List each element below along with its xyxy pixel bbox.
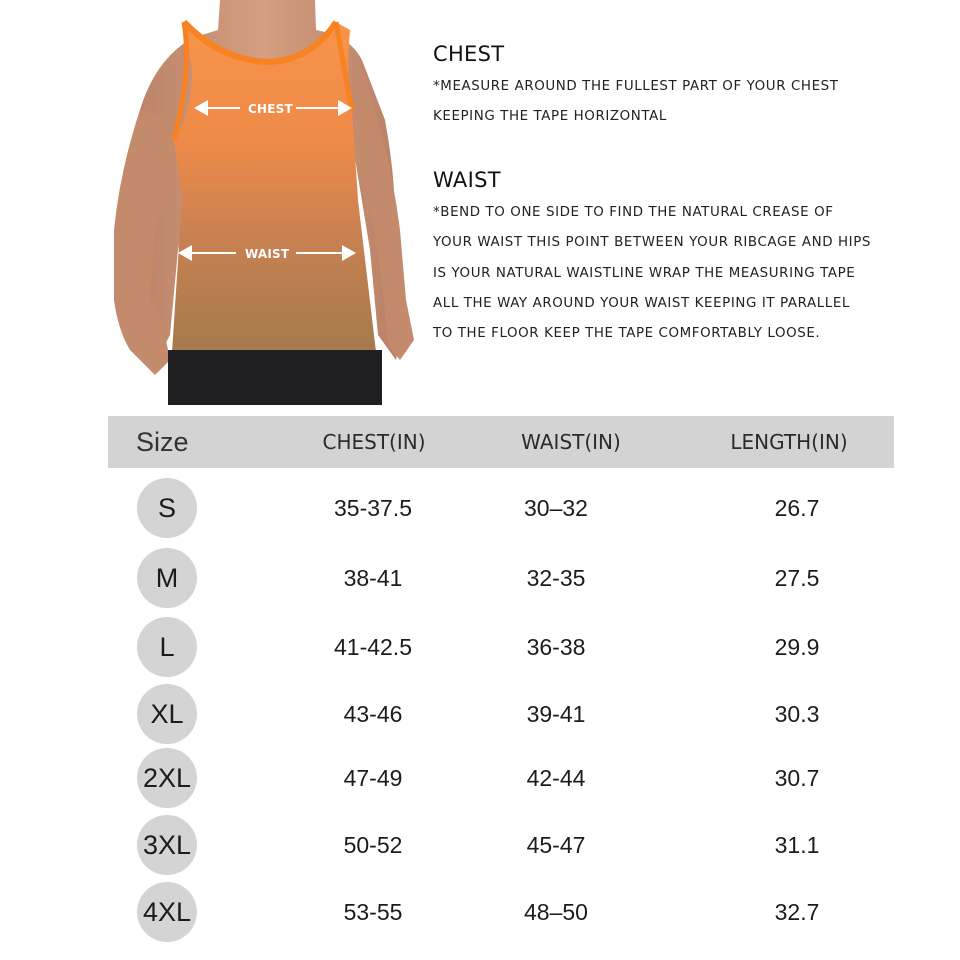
waist-guide-line: TO THE FLOOR KEEP THE TAPE COMFORTABLY LOOSE.	[433, 326, 821, 342]
length-value: 29.9	[774, 634, 820, 660]
table-row	[0, 617, 960, 681]
length-value: 27.5	[774, 565, 820, 591]
waist-value: 42-44	[526, 765, 586, 791]
waist-value: 30–32	[524, 495, 588, 521]
chest-value: 38-41	[343, 565, 403, 591]
size-badge: S	[137, 478, 197, 538]
table-row	[0, 684, 960, 748]
length-value: 31.1	[774, 832, 820, 858]
waist-guide-line: YOUR WAIST THIS POINT BETWEEN YOUR RIBCAGE AND HIPS	[433, 235, 871, 251]
header-size: Size	[136, 427, 189, 457]
length-value: 26.7	[774, 495, 820, 521]
waist-value: 48–50	[524, 899, 588, 925]
table-row	[0, 478, 960, 542]
size-badge: M	[137, 548, 197, 608]
chest-guide	[433, 42, 913, 133]
waist-tape-label: WAIST	[245, 247, 290, 261]
length-value: 32.7	[774, 899, 820, 925]
chest-value: 43-46	[343, 701, 403, 727]
table-row	[0, 748, 960, 812]
chest-tape-label: CHEST	[248, 102, 293, 116]
size-badge: 3XL	[137, 815, 197, 875]
model-tank-top-figure	[100, 0, 430, 405]
chest-value: 53-55	[343, 899, 403, 925]
size-badge: 4XL	[137, 882, 197, 942]
chest-value: 47-49	[343, 765, 403, 791]
chest-value: 35-37.5	[333, 495, 412, 521]
waist-guide-line: *BEND TO ONE SIDE TO FIND THE NATURAL CREASE OF	[433, 205, 834, 220]
waist-guide-title: WAIST	[433, 168, 501, 192]
size-table-header: Size CHEST(IN) WAIST(IN) LENGTH(IN)	[108, 416, 894, 468]
chest-value: 41-42.5	[333, 634, 412, 660]
size-badge: 2XL	[137, 748, 197, 808]
waist-guide-line: IS YOUR NATURAL WAISTLINE WRAP THE MEASURING TAPE	[433, 265, 856, 281]
waist-guide	[433, 168, 913, 349]
waist-value: 32-35	[526, 565, 586, 591]
waist-value: 36-38	[526, 634, 586, 660]
chest-guide-line: KEEPING THE TAPE HORIZONTAL	[433, 109, 667, 125]
waist-value: 45-47	[526, 832, 586, 858]
chest-guide-title: CHEST	[433, 42, 505, 66]
table-row	[0, 548, 960, 612]
table-row	[0, 882, 960, 946]
size-badge: XL	[137, 684, 197, 744]
waist-guide-line: ALL THE WAY AROUND YOUR WAIST KEEPING IT PARALLEL	[433, 295, 850, 311]
shorts	[168, 350, 382, 405]
length-value: 30.3	[774, 701, 820, 727]
table-row	[0, 815, 960, 879]
chest-value: 50-52	[343, 832, 403, 858]
size-badge: L	[137, 617, 197, 677]
waist-value: 39-41	[526, 701, 586, 727]
chest-guide-line: *MEASURE AROUND THE FULLEST PART OF YOUR CHEST	[433, 79, 839, 94]
length-value: 30.7	[774, 765, 820, 791]
